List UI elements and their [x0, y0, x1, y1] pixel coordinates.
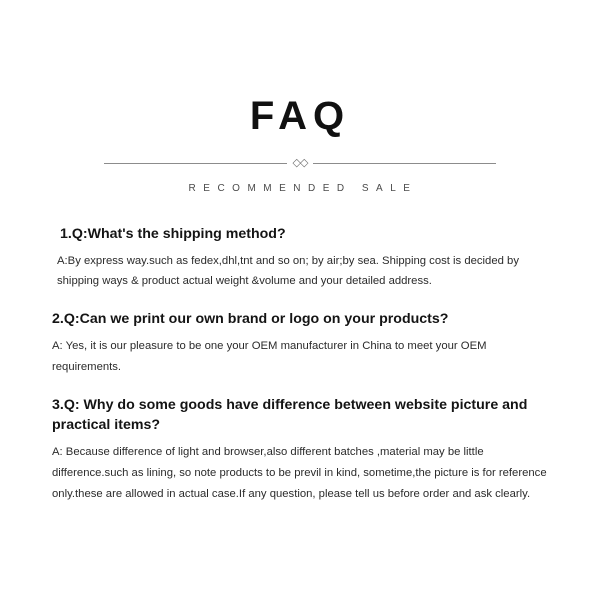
divider-line-left [104, 163, 287, 164]
faq-question: 2.Q:Can we print our own brand or logo on your products? [52, 311, 449, 328]
faq-header [0, 0, 600, 194]
faq-answer: A:By express way.such as fedex,dhl,tnt and so on; by air;by sea. Shipping cost is decided by shipping ways & product actual weight &volume and your detailed address. [57, 254, 519, 288]
divider [0, 158, 600, 169]
faq-question: 3.Q: Why do some goods have difference between website picture and practical items? [52, 396, 528, 434]
faq-item [52, 395, 548, 505]
header-subtitle: RECOMMENDED SALE [188, 183, 418, 194]
faq-answer: A: Yes, it is our pleasure to be one your OEM manufacturer in China to meet your OEM requirements. [52, 339, 487, 373]
faq-list [0, 194, 600, 505]
faq-question: 1.Q:What's the shipping method? [60, 226, 286, 242]
divider-line-right [313, 163, 496, 164]
page-title: FAQ [249, 94, 351, 138]
faq-answer: A: Because difference of light and browser,also different batches ,material may be little difference.such as lining, so note products to be previl in kind, sometime,the picture is for reference only.these are allowed in actual case.If any question, please tell us before order and ask clearly. [52, 445, 547, 500]
diamond-ornament-icon: ◇◇ [292, 157, 308, 169]
faq-item [52, 309, 548, 377]
faq-item [52, 224, 548, 292]
